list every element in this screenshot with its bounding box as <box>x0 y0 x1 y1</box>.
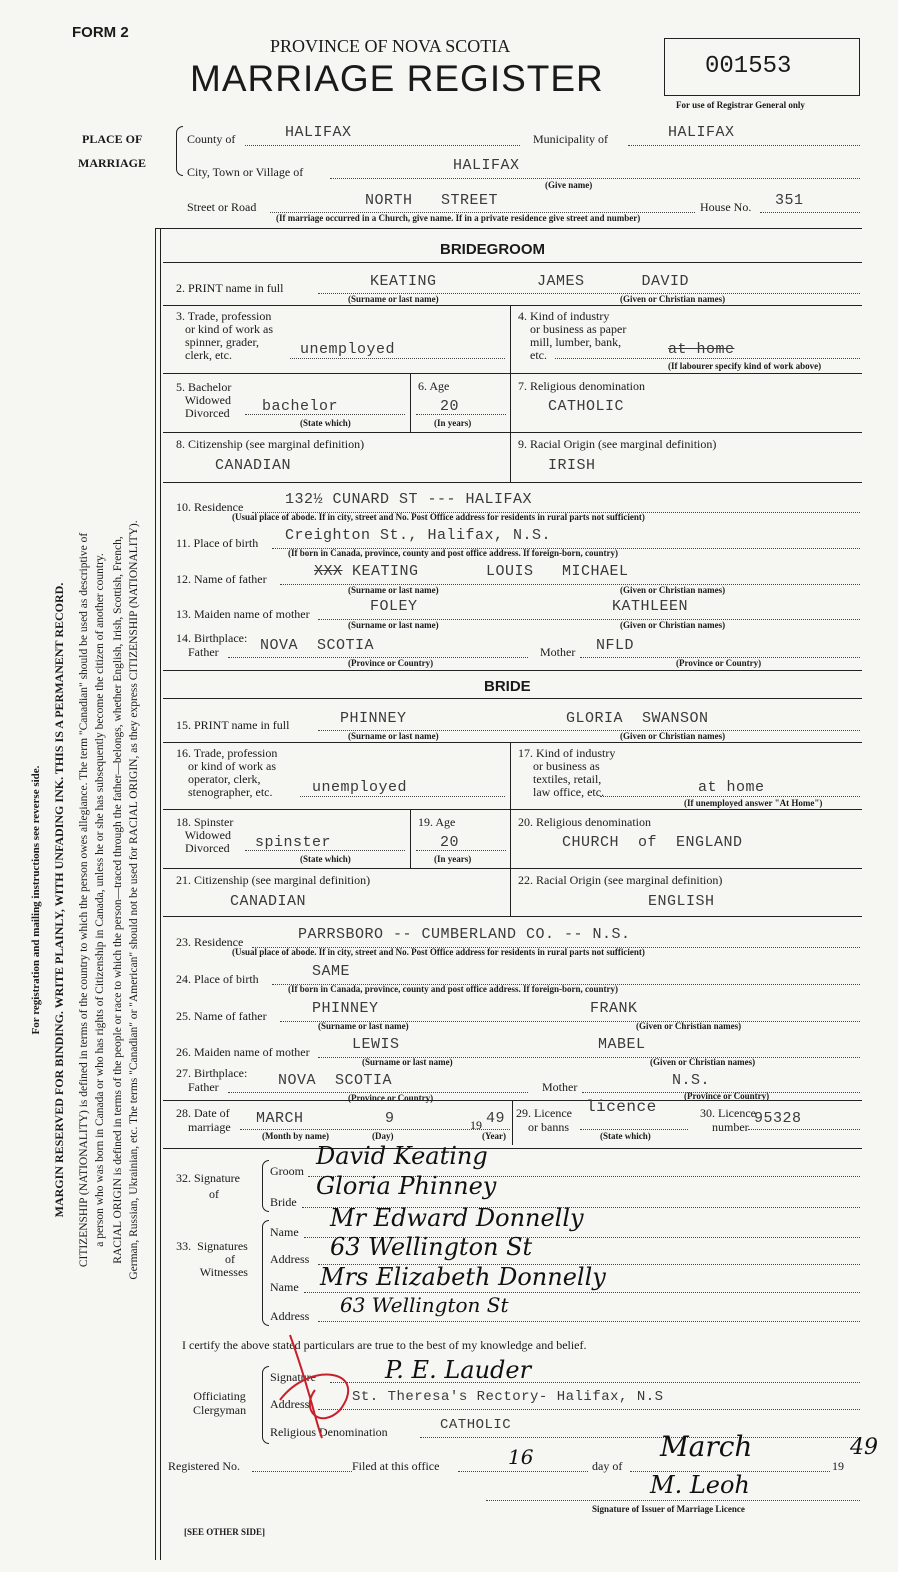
year-prefix: 19 <box>470 1118 482 1132</box>
signature-label: Signature <box>270 1370 316 1384</box>
registrar-caption: For use of Registrar General only <box>676 100 805 110</box>
groom-signature: David Keating <box>316 1142 488 1170</box>
clergyman-label: Officiating Clergyman <box>193 1389 247 1417</box>
divider <box>155 228 862 229</box>
margin-line: MARGIN RESERVED FOR BINDING. WRITE PLAINLY, WITH UNFADING INK. THIS IS A PERMANENT RECORD. <box>52 582 66 1218</box>
bride-residence: PARRSBORO -- CUMBERLAND CO. -- N.S. <box>298 926 631 943</box>
marriage-day: 9 <box>385 1110 395 1127</box>
struck-text: XXX <box>314 563 343 580</box>
caption: (Surname or last name) <box>318 1021 409 1031</box>
bride-trade-label: 16. Trade, profession or kind of work as operator, clerk, stenographer, etc. <box>176 746 278 799</box>
caption: (Month by name) <box>262 1131 329 1141</box>
issuer-caption: Signature of Issuer of Marriage Licence <box>592 1504 745 1514</box>
groom-birthplace: Creighton St., Halifax, N.S. <box>285 527 552 544</box>
bride-birthplace: SAME <box>312 963 351 980</box>
licence-type-label: 29. Licence or banns <box>516 1106 572 1134</box>
bride-father-birthplace: NOVA SCOTIA <box>278 1072 393 1089</box>
caption: (Given or Christian names) <box>620 731 726 741</box>
caption: (Given or Christian names) <box>620 585 726 595</box>
bride-status-label: 18. Spinster Widowed Divorced <box>176 815 234 855</box>
county-label: County of <box>187 132 236 146</box>
certification-statement: I certify the above stated particulars are true to the best of my knowledge and belief. <box>182 1338 587 1352</box>
groom-citizenship: CANADIAN <box>215 457 292 474</box>
name-label: Name <box>270 1225 299 1239</box>
witnesses-label: 33. Signatures of Witnesses <box>176 1239 248 1279</box>
filed-day: 16 <box>508 1445 534 1469</box>
caption: (If born in Canada, province, county and post office address. If foreign-born, country) <box>288 984 619 994</box>
bride-signature: Gloria Phinney <box>316 1172 497 1200</box>
issuer-signature: M. Leoh <box>650 1471 750 1499</box>
groom-father-surname: KEATING <box>352 563 419 580</box>
municipality-value: HALIFAX <box>668 124 735 141</box>
groom-name-label: 2. PRINT name in full <box>176 281 284 295</box>
father-label: Father <box>188 1080 219 1094</box>
caption: (Given or Christian names) <box>636 1021 742 1031</box>
house-label: House No. <box>700 200 752 214</box>
groom-mother-label: 13. Maiden name of mother <box>176 607 310 621</box>
registration-number-box <box>664 38 860 96</box>
date-label: 28. Date of marriage <box>176 1106 231 1134</box>
groom-trade-label: 3. Trade, profession or kind of work as spinner, grader, clerk, etc. <box>176 309 273 362</box>
groom-religion: CATHOLIC <box>548 398 625 415</box>
address-label: Address <box>270 1397 310 1411</box>
caption: (If unemployed answer "At Home") <box>684 798 823 808</box>
brace <box>262 1220 269 1326</box>
section-heading-bridegroom: BRIDEGROOM <box>440 241 545 258</box>
groom-trade: unemployed <box>300 341 396 358</box>
caption: (Province or Country) <box>684 1091 770 1101</box>
street-value: NORTH STREET <box>365 192 499 209</box>
groom-age-label: 6. Age <box>418 379 450 393</box>
margin-line: a person who was born in Canada or who has rights of Citizenship in Canada, unless he or she has subsequently become the citizen of another country. <box>94 553 106 1247</box>
groom-surname: KEATING <box>370 273 437 290</box>
filed-label: Filed at this office <box>352 1459 440 1473</box>
groom-racial-label: 9. Racial Origin (see marginal definition) <box>518 437 717 451</box>
city-label: City, Town or Village of <box>187 165 304 179</box>
bride-religion-label: 20. Religious denomination <box>518 815 651 829</box>
caption: (Given or Christian names) <box>650 1057 756 1067</box>
city-value: HALIFAX <box>453 157 520 174</box>
clergyman-denomination: CATHOLIC <box>440 1417 512 1433</box>
bride-trade: unemployed <box>312 779 408 796</box>
caption: (Province or Country) <box>348 658 434 668</box>
groom-residence-label: 10. Residence <box>176 500 244 514</box>
street-caption: (If marriage occurred in a Church, give name. If in a private residence give street and number) <box>276 213 641 223</box>
caption: (State which) <box>300 854 351 864</box>
margin-line: CITIZENSHIP (NATIONALITY) is defined in terms of the country to which the person owes allegiance. The term "Canadian" should be used as descriptive of <box>78 532 90 1268</box>
licence-type: licence <box>586 1098 657 1116</box>
groom-mother-surname: FOLEY <box>370 598 418 615</box>
groom-residence: 132½ CUNARD ST --- HALIFAX <box>285 491 533 508</box>
bride-label: Bride <box>270 1195 297 1209</box>
marriage-year: 49 <box>486 1110 506 1127</box>
margin-line: RACIAL ORIGIN is defined in terms of the people or race to which the person—traced through the father—belongs, whether English, Irish, Scottish, French, <box>112 536 124 1264</box>
groom-given-names: JAMES DAVID <box>537 273 690 290</box>
year-prefix: 19 <box>832 1459 844 1473</box>
groom-religion-label: 7. Religious denomination <box>518 379 645 393</box>
filed-year: 49 <box>850 1435 878 1460</box>
bride-mother-surname: LEWIS <box>352 1036 400 1053</box>
groom-mother-birthplace: NFLD <box>596 637 635 654</box>
city-caption: (Give name) <box>545 180 593 190</box>
caption: (In years) <box>434 418 472 428</box>
bride-religion: CHURCH of ENGLAND <box>562 834 743 851</box>
groom-birthplace-label: 11. Place of birth <box>176 536 259 550</box>
witness-1-name: Mr Edward Donnelly <box>330 1204 584 1232</box>
signature-label: 32. Signature of <box>176 1171 240 1201</box>
frame-line <box>155 228 156 1560</box>
caption: (Surname or last name) <box>362 1057 453 1067</box>
groom-mother-given: KATHLEEN <box>612 598 689 615</box>
brace <box>176 126 183 176</box>
caption: (Surname or last name) <box>348 731 439 741</box>
clergyman-signature: P. E. Lauder <box>385 1356 532 1384</box>
caption: (State which) <box>300 418 351 428</box>
bride-citizenship: CANADIAN <box>230 893 307 910</box>
page-title: MARRIAGE REGISTER <box>190 58 604 99</box>
groom-status: bachelor <box>262 398 339 415</box>
caption: (Day) <box>372 1131 394 1141</box>
groom-industry-label: 4. Kind of industry or business as paper mill, lumber, bank, etc. <box>518 309 627 362</box>
form-number: FORM 2 <box>72 24 129 41</box>
bride-surname: PHINNEY <box>340 710 407 727</box>
filed-month: March <box>660 1430 753 1463</box>
bride-residence-label: 23. Residence <box>176 935 244 949</box>
caption: (Usual place of abode. If in city, street and No. Post Office address for residents in rural parts not sufficient) <box>232 947 645 957</box>
caption: (Surname or last name) <box>348 585 439 595</box>
see-other-side: [SEE OTHER SIDE] <box>184 1527 266 1537</box>
frame-line <box>160 228 161 1560</box>
section-heading-bride: BRIDE <box>484 678 531 695</box>
groom-label: Groom <box>270 1164 304 1178</box>
bride-industry-label: 17. Kind of industry or business as textiles, retail, law office, etc. <box>518 746 616 799</box>
caption: (State which) <box>600 1131 651 1141</box>
house-value: 351 <box>775 192 804 209</box>
mother-label: Mother <box>540 645 576 659</box>
caption: (Province or Country) <box>348 1093 434 1103</box>
red-check-mark <box>270 1330 380 1440</box>
groom-citizenship-label: 8. Citizenship (see marginal definition) <box>176 437 365 451</box>
groom-racial-origin: IRISH <box>548 457 596 474</box>
brace <box>262 1160 269 1212</box>
bride-birthplace-label: 24. Place of birth <box>176 972 259 986</box>
bride-name-label: 15. PRINT name in full <box>176 718 290 732</box>
caption: (Usual place of abode. If in city, street and No. Post Office address for residents in rural parts not sufficient) <box>232 512 645 522</box>
day-of-label: day of <box>592 1459 623 1473</box>
groom-age: 20 <box>440 398 460 415</box>
bride-status: spinster <box>255 834 332 851</box>
bride-birthplace-parents-label: 27. Birthplace: <box>176 1066 248 1080</box>
bride-father-label: 25. Name of father <box>176 1009 267 1023</box>
registered-no-label: Registered No. <box>168 1459 240 1473</box>
bride-father-surname: PHINNEY <box>312 1000 379 1017</box>
bride-citizenship-label: 21. Citizenship (see marginal definition) <box>176 873 371 887</box>
groom-father-given: LOUIS MICHAEL <box>486 563 629 580</box>
brace <box>262 1366 269 1444</box>
address-label: Address <box>270 1252 310 1266</box>
caption: (Surname or last name) <box>348 620 439 630</box>
place-label-2: MARRIAGE <box>78 156 146 170</box>
caption: (Given or Christian names) <box>620 294 726 304</box>
margin-line: German, Russian, Ukrainian, etc. The terms "Canadian" or "American" should not be used for RACIAL ORIGIN, as they express CITIZENSHIP (NATIONALITY). <box>128 520 140 1280</box>
caption: (Year) <box>482 1131 506 1141</box>
caption: (If born in Canada, province, county and post office address. If foreign-born, country) <box>288 548 619 558</box>
licence-number-label: 30. Licence number <box>700 1106 756 1134</box>
registration-number: 001553 <box>705 53 792 80</box>
licence-number: 95328 <box>754 1110 802 1127</box>
witness-1-address: 63 Wellington St <box>330 1233 533 1261</box>
groom-father-label: 12. Name of father <box>176 572 267 586</box>
bride-racial-origin: ENGLISH <box>648 893 715 910</box>
witness-2-address: 63 Wellington St <box>340 1293 509 1317</box>
father-label: Father <box>188 645 219 659</box>
caption: (Given or Christian names) <box>620 620 726 630</box>
bride-mother-birthplace: N.S. <box>672 1072 711 1089</box>
municipality-label: Municipality of <box>533 132 608 146</box>
street-label: Street or Road <box>187 200 257 214</box>
province-heading: PROVINCE OF NOVA SCOTIA <box>270 36 511 56</box>
place-label: PLACE OF <box>82 132 143 146</box>
bride-industry: at home <box>698 779 765 796</box>
denomination-label: Religious Denomination <box>270 1425 388 1439</box>
groom-status-label: 5. Bachelor Widowed Divorced <box>176 380 232 420</box>
bride-age: 20 <box>440 834 460 851</box>
caption: (Surname or last name) <box>348 294 439 304</box>
groom-industry: at home <box>668 341 735 358</box>
caption: (If labourer specify kind of work above) <box>668 361 822 371</box>
margin-line: For registration and mailing instructions see reverse side. <box>30 765 42 1035</box>
clergyman-address: St. Theresa's Rectory- Halifax, N.S <box>352 1389 664 1405</box>
marriage-month: MARCH <box>256 1110 304 1127</box>
groom-birthplace-parents-label: 14. Birthplace: <box>176 631 248 645</box>
bride-racial-label: 22. Racial Origin (see marginal definition) <box>518 873 723 887</box>
bride-age-label: 19. Age <box>418 815 456 829</box>
caption: (In years) <box>434 854 472 864</box>
bride-mother-label: 26. Maiden name of mother <box>176 1045 310 1059</box>
mother-label: Mother <box>542 1080 578 1094</box>
address-label: Address <box>270 1309 310 1323</box>
witness-2-name: Mrs Elizabeth Donnelly <box>320 1263 606 1291</box>
name-label: Name <box>270 1280 299 1294</box>
bride-mother-given: MABEL <box>598 1036 646 1053</box>
groom-father-birthplace: NOVA SCOTIA <box>260 637 375 654</box>
county-value: HALIFAX <box>285 124 352 141</box>
bride-father-given: FRANK <box>590 1000 638 1017</box>
caption: (Province or Country) <box>676 658 762 668</box>
bride-given-names: GLORIA SWANSON <box>566 710 709 727</box>
